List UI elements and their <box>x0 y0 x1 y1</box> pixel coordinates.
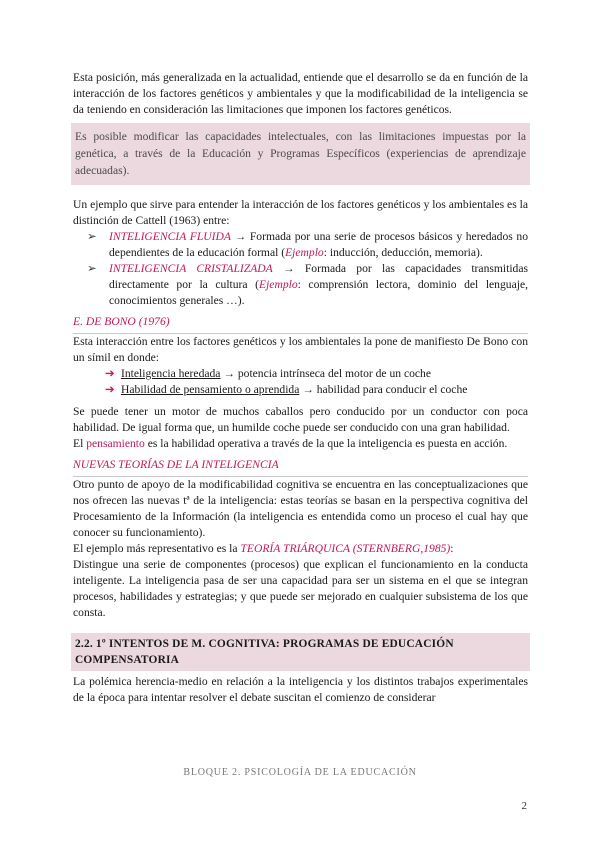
document-body <box>73 70 528 706</box>
cattell-list <box>73 229 528 309</box>
arrowhead-bullet-icon: ➢ <box>87 262 97 275</box>
example-label: Ejemplo <box>259 278 298 291</box>
item-text: → potencia intrínseca del motor de un coche <box>220 367 431 380</box>
arrow-bullet-icon: ➔ <box>105 367 115 380</box>
nuevas-example <box>73 541 528 557</box>
arrowhead-bullet-icon: ➢ <box>87 230 97 243</box>
page-footer: BLOQUE 2. PSICOLOGÍA DE LA EDUCACIÓN <box>183 767 417 778</box>
highlight-pensamiento: pensamiento <box>86 437 145 450</box>
intro-paragraph: Esta posición, más generalizada en la actualidad, entiende que el desarrollo se da en función de la interacción de los factores genéticos y ambientales y que la modificabilidad de la inteligencia se da teniendo en consideración las limitaciones que imponen los factores genéticos. <box>73 71 528 116</box>
arrow-text: → <box>230 230 250 243</box>
arrow-bullet-icon: ➔ <box>105 383 115 396</box>
term-inherited-intelligence: Inteligencia heredada <box>121 367 221 380</box>
item-text: Formada por una serie de procesos básicos y heredados no dependientes de la educación formal ( <box>109 230 528 259</box>
text-fragment: es la habilidad operativa a través de la que la inteligencia es puesta en acción. <box>144 437 508 450</box>
nuevas-paragraph: Otro punto de apoyo de la modificabilidad cognitiva se encuentra en las conceptualizaciones que nos ofrecen las nuevas tª de la inteligencia: estas teorías se basan en la perspectiva cognitiva del Procesamiento de la Información (la inteligencia es entendida como un proceso el cual hay que conocer su funcionamiento). <box>73 478 528 539</box>
bono-conclusion <box>73 436 528 452</box>
highlight-callout <box>71 123 530 185</box>
term-crystallized-intelligence: INTELIGENCIA CRISTALIZADA <box>109 262 273 275</box>
arrow-text: → <box>272 262 305 275</box>
example-label: Ejemplo <box>285 246 324 259</box>
item-text: Formada por las capacidades transmitidas directamente por la cultura ( <box>109 262 529 291</box>
term-thinking-skill: Habilidad de pensamiento o aprendida <box>121 383 300 396</box>
example-text: : comprensión lectora, dominio del lenguaje, conocimientos generales …). <box>109 278 528 307</box>
nuevas-description: Distingue una serie de componentes (procesos) que explican el funcionamiento en la conducta inteligente. La inteligencia pasa de ser una capacidad para ser un sistema en el que se integran procesos, habilidades y estrategias; y que puede ser mejorado en cualquier subsistema de los que consta. <box>73 558 528 619</box>
highlight-teoria-triarquica: TEORÍA TRIÁRQUICA (STERNBERG,1985) <box>240 542 451 555</box>
list-item <box>105 366 528 382</box>
section-paragraph: La polémica herencia-medio en relación a la inteligencia y los distintos trabajos experimentales de la época para intentar resolver el debate suscitan el comienzo de considerar <box>73 675 528 704</box>
text-fragment: : <box>450 542 454 555</box>
term-fluid-intelligence: INTELIGENCIA FLUIDA <box>109 230 231 243</box>
list-item <box>87 261 528 309</box>
heading-nuevas-teorias: NUEVAS TEORÍAS DE LA INTELIGENCIA <box>73 457 528 477</box>
list-item <box>87 229 528 261</box>
bono-intro: Esta interacción entre los factores genéticos y los ambientales la pone de manifiesto De Bono con un símil en donde: <box>73 335 528 364</box>
text-fragment: El <box>73 437 87 450</box>
text-fragment: El ejemplo más representativo es la <box>73 542 241 555</box>
heading-de-bono: E. DE BONO (1976) <box>73 314 528 334</box>
bono-list <box>73 366 528 398</box>
bono-paragraph: Se puede tener un motor de muchos caballos pero conducido por un conductor con poca habilidad. De igual forma que, un humilde coche puede ser conducido con una gran habilidad. <box>73 405 528 434</box>
cattell-intro: Un ejemplo que sirve para entender la interacción de los factores genéticos y los ambientales es la distinción de Cattell (1963) entre: <box>73 198 528 227</box>
section-title: 2.2. 1º INTENTOS DE M. COGNITIVA: PROGRAMAS DE EDUCACIÓN COMPENSATORIA <box>71 633 530 671</box>
example-text: : inducción, deducción, memoria). <box>323 246 483 259</box>
item-text: → habilidad para conducir el coche <box>299 383 468 396</box>
list-item <box>105 382 528 398</box>
page-number: 2 <box>521 800 527 812</box>
callout-text: Es posible modificar las capacidades intelectuales, con las limitaciones impuestas por la genética, a través de la Educación y Programas Específicos (experiencias de aprendizaje adecuadas). <box>75 130 526 177</box>
